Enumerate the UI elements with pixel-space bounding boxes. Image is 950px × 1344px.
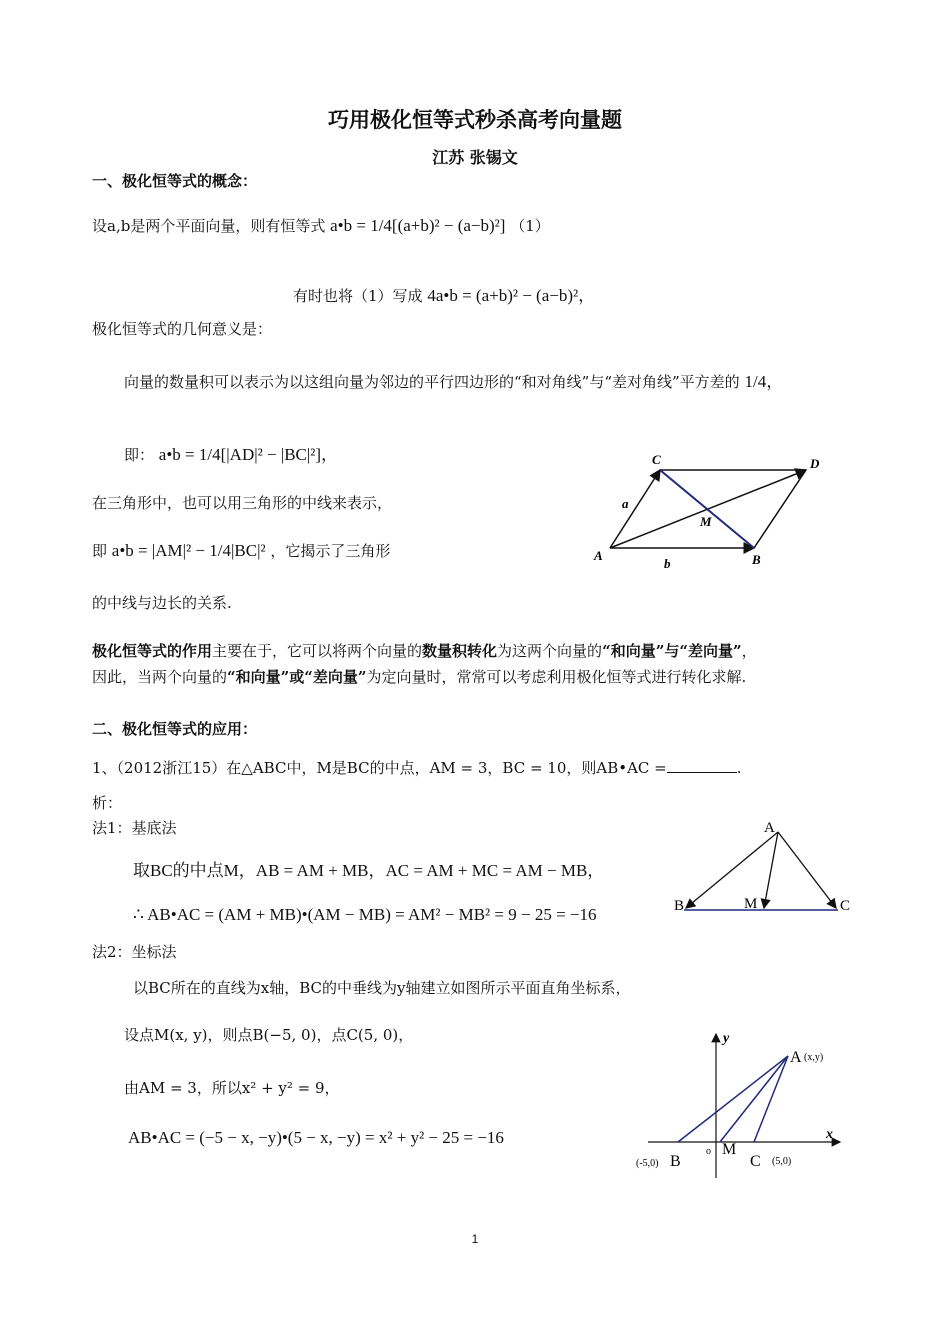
label-x: x [826,1127,833,1142]
triangle-figure [670,818,860,918]
role-bold-4: “和向量”或“差向量” [227,668,367,686]
problem-text: 1、（2012浙江15）在△ABC中，M是BC的中点，AM = 3，BC = 10，则AB•AC = [92,759,667,777]
analysis-label: 析： [92,794,123,812]
alt-formula: 4a•b = (a+b)² − (a−b)²， [427,286,596,305]
label-A: A [790,1049,802,1066]
method2-line1: 以BC所在的直线为x轴，BC的中垂线为y轴建立如图所示平面直角坐标系， [133,979,631,997]
label-a: a [622,496,629,511]
role-bold-3: “和向量”与“差向量” [602,642,742,660]
ie-line [124,440,338,465]
label-b: b [664,556,671,571]
method2-label: 法2：坐标法 [92,943,177,961]
ie-label: 即： [124,446,155,464]
geo-heading: 极化恒等式的几何意义是： [92,320,273,338]
segment-am [720,1056,788,1142]
role-bold-2: 数量积转化 [422,642,498,660]
identity-label: （1） [510,217,550,235]
label-y: y [723,1031,730,1046]
vector-a-line [610,470,660,548]
identity-intro: 设a,b是两个平面向量，则有恒等式 [92,217,326,235]
identity-line [92,215,550,236]
label-M: M [700,514,712,529]
page-number: 1 [471,1232,479,1246]
label-B: B [752,552,761,567]
identity-formula: a•b = 1/4[(a+b)² − (a−b)²] [330,216,506,235]
alt-intro: 有时也将（1）写成 [293,287,423,305]
label-B: B [670,1153,681,1170]
role-line2-a: 因此，当两个向量的 [92,668,228,686]
label-C-coord: (5,0) [772,1156,792,1167]
label-B: B [674,898,685,914]
method1-line1: 取BC的中点M，AB = AM + MB，AC = AM + MC = AM − MB， [133,861,605,880]
vector-ab [686,832,778,908]
label-origin: o [706,1146,711,1157]
tri-end: 的中线与边长的关系. [92,594,232,612]
section2-heading: 二、极化恒等式的应用： [92,720,258,738]
label-C: C [840,898,851,914]
edge-bd [754,470,806,548]
role-line-2 [92,666,746,687]
label-A-coord: (x,y) [804,1052,824,1063]
geo-text: 向量的数量积可以表示为以这组向量为邻边的平行四边形的“和对角线”与“差对角线”平方差的 [124,373,740,391]
coordinate-figure [630,1028,850,1188]
label-D: D [810,456,820,471]
answer-blank [667,758,737,773]
label-C: C [652,452,661,467]
author-line: 江苏 张锡文 [432,148,518,167]
tri-formula: a•b = |AM|² − 1/4|BC|² [111,541,266,560]
label-C: C [750,1153,761,1170]
method2-line4: AB•AC = (−5 − x, −y)•(5 − x, −y) = x² + y² − 25 = −16 [128,1128,504,1147]
geo-line [124,367,783,392]
tri-text: 在三角形中，也可以用三角形的中线来表示， [92,494,393,512]
method1-label: 法1：基底法 [92,819,177,837]
tri-tail: ，它揭示了三角形 [270,542,391,560]
page-title: 巧用极化恒等式秒杀高考向量题 [328,108,622,132]
label-M: M [722,1141,737,1158]
label-B-coord: (-5,0) [636,1158,659,1169]
problem-end: . [736,759,742,777]
method1-line2: ∴ AB•AC = (AM + MB)•(AM − MB) = AM² − MB² = 9 − 25 = −16 [133,905,597,924]
tri-line [92,540,390,561]
tri-label: 即 [92,542,108,560]
parallelogram-figure [588,450,828,580]
label-A: A [594,548,603,563]
label-A: A [764,820,775,836]
role-text-2: 为这两个向量的 [497,642,603,660]
vector-am [764,832,778,908]
ie-formula: a•b = 1/4[|AD|² − |BC|²]， [158,445,339,464]
role-text-1: 主要在于，它可以将两个向量的 [212,642,423,660]
method2-line3: 由AM = 3，所以x² + y² = 9， [124,1079,340,1097]
geo-fraction: 1/4， [744,372,784,391]
vector-ac [778,832,836,908]
label-M: M [744,896,758,912]
diagonal-bc [660,470,754,548]
role-bold-1: 极化恒等式的作用 [92,642,213,660]
role-line-1 [92,640,757,661]
problem-line [92,757,742,778]
role-line2-b: 为定向量时，常常可以考虑利用极化恒等式进行转化求解. [366,668,747,686]
alt-identity-line [293,281,595,306]
method2-line2: 设点M(x, y)，则点B(−5, 0)，点C(5, 0)， [124,1026,414,1044]
role-text-3: ， [741,642,757,660]
section1-heading: 一、极化恒等式的概念： [92,172,258,190]
